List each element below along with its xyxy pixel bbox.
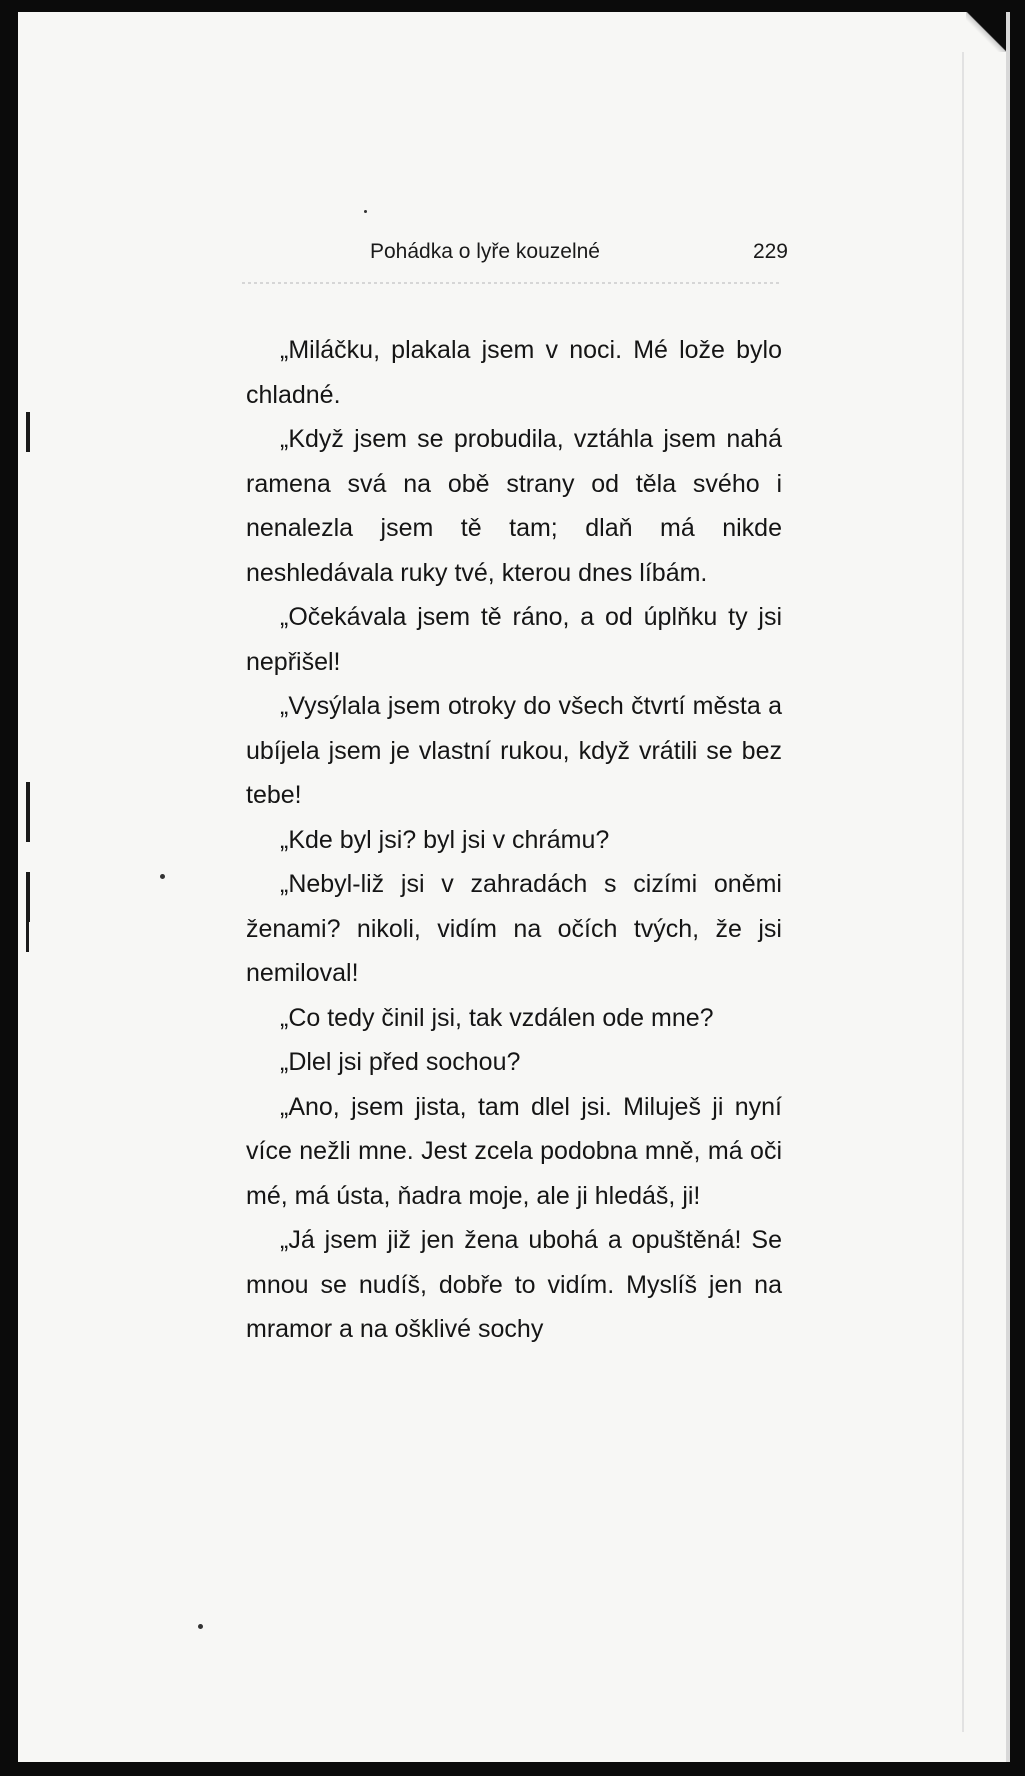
margin-mark [26,912,29,952]
paragraph: „Ano, jsem jista, tam dlel jsi. Miluješ ji nyní více nežli mne. Jest zcela podobna mně, má oči mé, má ústa, ňadra moje, ale ji hledáš, ji! [246,1092,782,1210]
page-number: 229 [752,240,788,263]
speck-dot [160,874,165,879]
header-rule [242,282,782,284]
paragraph: „Dlel jsi před sochou? [280,1048,521,1076]
running-header [370,240,788,270]
page-body [246,328,782,1352]
page-edge-shadow [962,52,964,1732]
margin-mark [26,782,30,842]
paragraph: „Nebyl-liž jsi v zahradách s cizími oněmi ženami? nikoli, vidím na očích tvých, že jsi nemiloval! [246,870,782,987]
paragraph: „Očekávala jsem tě ráno, a od úplňku ty jsi nepřišel! [246,603,782,676]
book-page [18,12,1010,1762]
running-title: Pohádka o lyře kouzelné [370,240,600,263]
page-corner-fold [966,12,1006,52]
paragraph: „Kde byl jsi? byl jsi v chrámu? [280,825,610,854]
speck-dot [198,1624,203,1629]
speck-dot [364,210,367,213]
margin-mark [26,412,30,452]
paragraph: „Já jsem již jen žena ubohá a opuštěná! Se mnou se nudíš, dobře to vidím. Myslíš jen na mramor a na ošklivé sochy [246,1226,782,1343]
paragraph: „Když jsem se probudila, vztáhla jsem nahá ramena svá na obě strany od těla svého i nenalezla jsem tě tam; dlaň má nikde neshledávala ruky tvé, kterou dnes líbám. [246,425,782,587]
paragraph: „Co tedy činil jsi, tak vzdálen ode mne? [280,1003,714,1032]
paragraph: „Vysýlala jsem otroky do všech čtvrtí města a ubíjela jsem je vlastní rukou, když vrátili se bez tebe! [246,692,782,809]
paragraph: „Miláčku, plakala jsem v noci. Mé lože bylo chladné. [246,336,782,409]
